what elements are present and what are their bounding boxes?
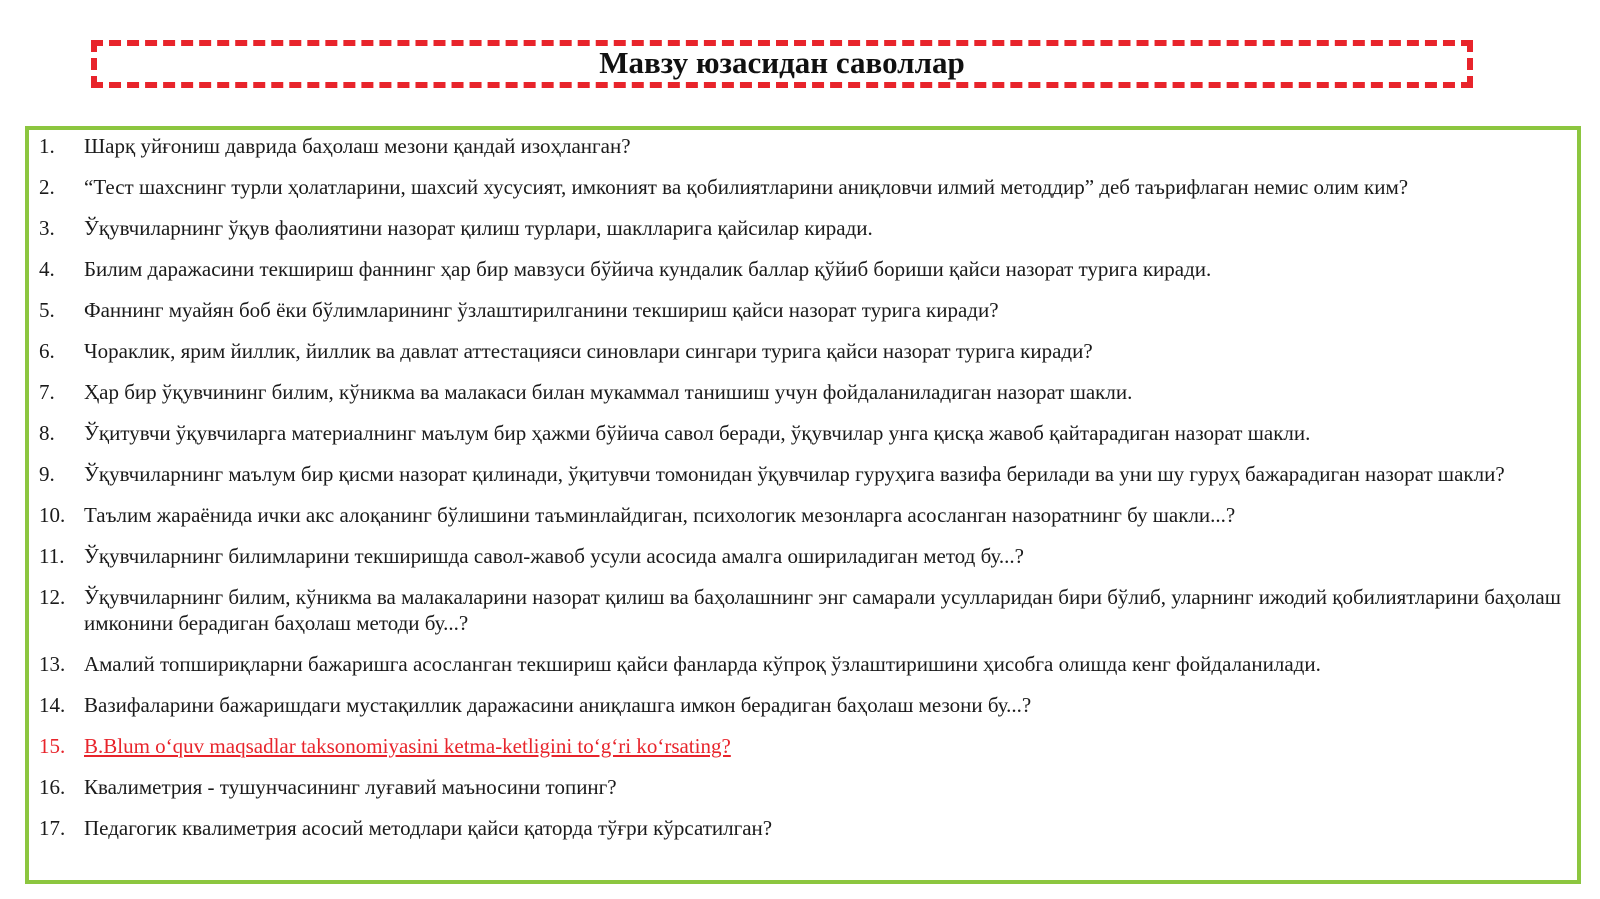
question-item	[39, 816, 1565, 842]
question-number: 13.	[39, 651, 66, 676]
question-number: 12.	[39, 585, 66, 609]
question-item	[39, 134, 1565, 160]
question-item	[39, 585, 1565, 636]
question-number: 7.	[39, 380, 55, 404]
question-item	[39, 216, 1565, 242]
question-item	[39, 652, 1565, 678]
question-number: 16.	[39, 774, 66, 799]
question-text: Ҳар бир ўқувчининг билим, кўникма ва малакаси билан мукаммал танишиш учун фойдаланиладиган назорат шакли.	[84, 380, 1133, 404]
question-text: Ўқувчиларнинг ўқув фаолиятини назорат қилиш турлари, шаклларига қайсилар киради.	[84, 216, 873, 240]
question-item	[39, 421, 1565, 447]
question-number: 9.	[39, 462, 55, 486]
question-text: Чораклик, ярим йиллик, йиллик ва давлат аттестацияси синовлари сингари турига қайси назорат турига киради?	[84, 339, 1093, 363]
question-item	[39, 257, 1565, 283]
question-text: Вазифаларини бажаришдаги мустақиллик даражасини аниқлашга имкон берадиган баҳолаш мезони бу...?	[84, 692, 1032, 717]
question-text: Ўқитувчи ўқувчиларга материалнинг маълум бир ҳажми бўйича савол беради, ўқувчилар унга қисқа жавоб қайтарадиган назорат шакли.	[84, 421, 1311, 445]
question-item	[39, 462, 1565, 488]
question-number: 11.	[39, 544, 65, 568]
question-item	[39, 339, 1565, 365]
questions-list	[39, 134, 1565, 857]
question-item	[39, 544, 1565, 570]
question-item	[39, 775, 1565, 801]
title-banner	[91, 40, 1473, 88]
question-text: Фаннинг муайян боб ёки бўлимларининг ўзлаштирилганини текшириш қайси назорат турига киради?	[84, 298, 999, 322]
question-text: Ўқувчиларнинг маълум бир қисми назорат қилинади, ўқитувчи томонидан ўқувчилар гуруҳига вазифа берилади ва уни шу гуруҳ бажарадиган назорат шакли?	[84, 462, 1505, 486]
question-item	[39, 175, 1565, 201]
page-title: Мавзу юзасидан саволлар	[599, 44, 965, 80]
question-text: Таълим жараёнида ички акс алоқанинг бўлишини таъминлайдиган, психологик мезонларга асосланган назоратнинг бу шакли...?	[84, 503, 1236, 527]
question-item	[39, 380, 1565, 406]
question-number: 8.	[39, 421, 55, 445]
question-number: 3.	[39, 216, 55, 240]
question-text: Ўқувчиларнинг билимларини текширишда савол-жавоб усули асосида амалга ошириладиган метод бу...?	[84, 544, 1024, 568]
question-item	[39, 693, 1565, 719]
question-number: 15.	[39, 733, 66, 758]
question-text: Квалиметрия - тушунчасининг луғавий маъносини топинг?	[84, 774, 617, 799]
question-text: Шарқ уйғониш даврида баҳолаш мезони қандай изоҳланган?	[84, 134, 631, 158]
question-item	[39, 503, 1565, 529]
question-number: 14.	[39, 692, 66, 717]
question-number: 17.	[39, 815, 66, 840]
question-number: 4.	[39, 257, 55, 281]
question-number: 1.	[39, 134, 55, 158]
question-item	[39, 298, 1565, 324]
question-number: 2.	[39, 175, 55, 199]
question-item-link[interactable]	[39, 734, 1565, 760]
question-number: 10.	[39, 503, 66, 527]
question-text: “Тест шахснинг турли ҳолатларини, шахсий хусусият, имконият ва қобилиятларини аниқловчи илмий методдир” деб таърифлаган немис олим ким?	[84, 175, 1409, 199]
question-text: Амалий топшириқларни бажаришга асосланган текшириш қайси фанларда кўпроқ ўзлаштиришини ҳисобга олишда кенг фойдаланилади.	[84, 651, 1321, 676]
question-number: 5.	[39, 298, 55, 322]
question-text: Ўқувчиларнинг билим, кўникма ва малакаларини назорат қилиш ва баҳолашнинг энг самарали усулларидан бири бўлиб, уларнинг ижодий қобилиятларини баҳолаш имконини берадиган баҳолаш методи бу...?	[84, 585, 1561, 635]
question-text: Педагогик квалиметрия асосий методлари қайси қаторда тўғри кўрсатилган?	[84, 815, 773, 840]
questions-panel	[25, 126, 1581, 884]
question-text: Билим даражасини текшириш фаннинг ҳар бир мавзуси бўйича кундалик баллар қўйиб бориши қайси назорат турига киради.	[84, 257, 1212, 281]
question-number: 6.	[39, 339, 55, 363]
question-link-text[interactable]: B.Blum o‘quv maqsadlar taksonomiyasini ketma-ketligini to‘g‘ri ko‘rsating?	[84, 733, 731, 758]
